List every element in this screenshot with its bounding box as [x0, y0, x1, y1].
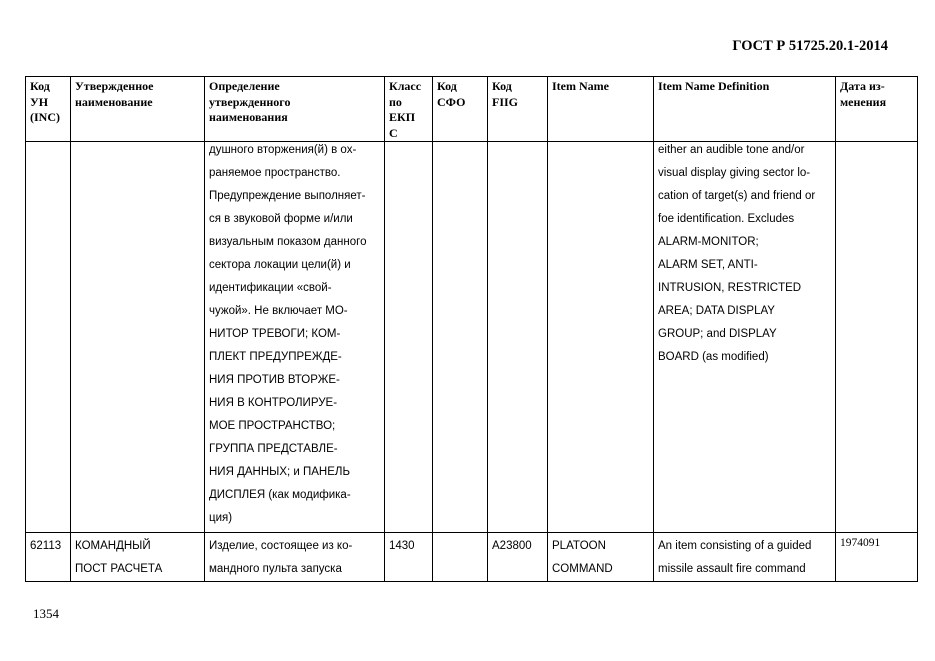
- classification-table: [25, 76, 918, 582]
- cell-item-name-text: PLATOON COMMAND: [552, 540, 613, 575]
- cell-date-text: 1974091: [840, 537, 881, 549]
- cell-fiig-text: A23800: [492, 540, 532, 552]
- cell-definition-text: Изделие, состоящее из ко- мандного пульта запуска: [209, 540, 353, 575]
- cell-approved-name: [71, 533, 205, 582]
- document-header: ГОСТ Р 51725.20.1-2014: [732, 38, 888, 54]
- cell-date: [836, 142, 918, 533]
- cell-definition: [205, 533, 385, 582]
- cell-item-definition: [654, 533, 836, 582]
- col-header-sfo: Код СФО: [433, 77, 488, 142]
- col-header-definition: Определение утвержденного наименования: [205, 77, 385, 142]
- cell-definition-text: душного вторжения(й) в ох- раняемое пространство. Предупреждение выполняет- ся в звуковой форме и/или визуальным показом данного сектора локации цели(й) и идентификации «свой- чужой». Не включает МО- НИТОР ТРЕВОГИ; КОМ- ПЛЕКТ ПРЕДУПРЕЖДЕ- НИЯ ПРОТИВ ВТОРЖЕ- НИЯ В КОНТРОЛИРУЕ- МОЕ ПРОСТРАНСТВО; ГРУППА ПРЕДСТАВЛЕ- НИЯ ДАННЫХ; и ПАНЕЛЬ ДИСПЛЕЯ (как модифика- ция): [209, 144, 367, 524]
- col-header-class: Класс по ЕКП С: [385, 77, 433, 142]
- table-row: [26, 142, 918, 533]
- cell-item-name: [548, 142, 654, 533]
- cell-date: [836, 533, 918, 582]
- col-header-fiig: Код FIIG: [488, 77, 548, 142]
- cell-class: [385, 142, 433, 533]
- cell-item-definition: [654, 142, 836, 533]
- cell-class: [385, 533, 433, 582]
- col-header-approved-name: Утвержденное наименование: [71, 77, 205, 142]
- col-header-code: Код УН (INC): [26, 77, 71, 142]
- cell-code: [26, 142, 71, 533]
- cell-code: [26, 533, 71, 582]
- cell-item-definition-text: An item consisting of a guided missile assault fire command: [658, 540, 812, 575]
- cell-definition: [205, 142, 385, 533]
- cell-fiig: [488, 533, 548, 582]
- cell-item-definition-text: either an audible tone and/or visual display giving sector lo- cation of target(s) and friend or foe identification. Excludes ALARM-MONITOR; ALARM SET, ANTI- INTRUSION, RESTRICTED AREA; DATA DISPLAY GROUP; and DISPLAY BOARD (as modified): [658, 144, 816, 363]
- cell-class-text: 1430: [389, 540, 415, 552]
- col-header-date: Дата из- менения: [836, 77, 918, 142]
- col-header-item-name: Item Name: [548, 77, 654, 142]
- cell-sfo: [433, 533, 488, 582]
- cell-fiig: [488, 142, 548, 533]
- col-header-item-definition: Item Name Definition: [654, 77, 836, 142]
- table-header-row: [26, 77, 918, 142]
- cell-sfo: [433, 142, 488, 533]
- cell-item-name: [548, 533, 654, 582]
- table-row: [26, 533, 918, 582]
- page-number: 1354: [33, 606, 59, 621]
- cell-approved-name: [71, 142, 205, 533]
- cell-code-text: 62113: [30, 540, 62, 552]
- cell-approved-name-text: КОМАНДНЫЙ ПОСТ РАСЧЕТА: [75, 540, 163, 575]
